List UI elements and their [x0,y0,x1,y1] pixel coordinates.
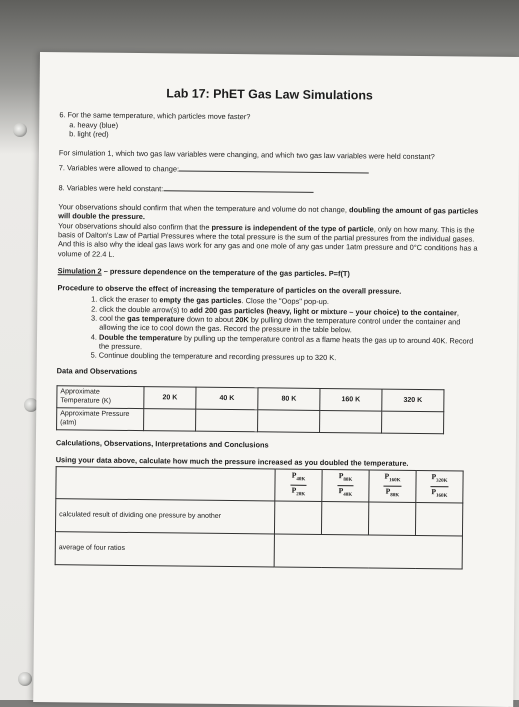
pressure-cell[interactable] [196,409,258,432]
temp-20k: 20 K [144,386,196,409]
simulation-2-heading: Simulation 2 – pressure dependence on the temperature of the gas particles. P=f(T) [57,266,350,279]
ratio-result-cell[interactable] [274,501,321,534]
temp-80k: 80 K [258,388,320,411]
table-row [55,532,462,569]
calc-table [55,467,464,570]
procedure-heading: Procedure to observe the effect of increasing the temperature of particles on the overall pressure. [57,283,402,296]
procedure-step: 5. Continue doubling the temperature and recording pressures up to 320 K. [99,351,477,364]
data-table [56,385,444,434]
average-label: average of four ratios [55,532,274,567]
ratio-result-cell[interactable] [321,502,368,535]
question-6-text: 6. For the same temperature, which particles move faster? [59,110,251,122]
pressure-row-label: Approximate Pressure (atm) [57,408,144,431]
temp-40k: 40 K [196,387,258,410]
temp-320k: 320 K [382,389,444,412]
ratio-header: $\frac{P_{320K}}{P_{160K}}$ [416,471,463,503]
average-cell[interactable] [274,534,462,569]
worksheet-page [33,52,519,707]
procedure-steps [57,295,478,364]
ratio-result-cell[interactable] [368,502,415,535]
binder-hole [18,672,32,686]
question-6 [59,111,479,143]
option-a: a. heavy (blue) [69,119,119,130]
answer-line-7[interactable] [179,165,369,174]
observation-para-1: Your observations should confirm that when the temperature and volume do not change, doubling the amount of gas particles will double the pressure. [58,202,479,222]
temperature-row-label: Approximate Temperature (K) [57,386,144,409]
data-heading: Data and Observations [56,365,138,376]
procedure-step: 1. click the eraser to empty the gas particles. Close the "Oops" pop-up. [99,295,477,308]
table-row [55,499,462,536]
sim1-question: For simulation 1, which two gas law variables were changing, and which two gas law variables were held constant? [58,148,435,162]
pressure-cell[interactable] [382,411,444,434]
table-row [56,467,463,503]
answer-line-8[interactable] [163,184,313,193]
calc-heading: Calculations, Observations, Interpretations and Conclusions [55,438,269,450]
ratio-header: $\frac{P_{40K}}{P_{20K}}$ [275,469,322,501]
pressure-cell[interactable] [258,410,320,433]
procedure-step: 3. cool the gas temperature down to about 20K by pulling down the temperature control under the container and allowing the ice to cool down the gas. Record the pressure in the table below. [99,314,477,337]
binder-hole [13,123,27,137]
ratio-result-cell[interactable] [415,503,462,536]
ratio-header: $\frac{P_{160K}}{P_{80K}}$ [369,470,416,502]
question-7: 7. Variables were allowed to change: [59,164,479,178]
calc-header-blank [56,467,275,501]
option-b: b. light (red) [69,129,109,139]
calc-instruction: Using your data above, calculate how much the pressure increased as you doubled the temperature. [55,455,409,469]
worksheet-content [55,88,480,569]
temp-160k: 160 K [320,388,382,411]
observation-para-2: Your observations should also confirm that the pressure is independent of the type of particle, only on how many. This is the basis of Dalton's Law of Partial Pressures where the total pressure is the sum of the partial pressures from the individual gases. And this is also why the ideal gas laws work for any gas and one mole of any gas under 1atm pressure and 0°C conditions has a volume of 22.4 L. [57,220,478,259]
table-row [57,408,444,434]
calc-result-label: calculated result of dividing one pressure by another [55,499,274,534]
procedure-step: 2. click the double arrow(s) to add 200 gas particles (heavy, light or mixture – your choice) to the container, [99,304,477,317]
ratio-header: $\frac{P_{80K}}{P_{40K}}$ [322,470,369,502]
page-title: Lab 17: PhET Gas Law Simulations [166,86,373,103]
pressure-cell[interactable] [144,408,196,431]
pressure-cell[interactable] [320,410,382,433]
question-8: 8. Variables were held constant: [59,183,479,197]
procedure-step: 4. Double the temperature by pulling up the temperature control as a flame heats the gas up to around 40K. Record the pressure. [99,332,477,355]
